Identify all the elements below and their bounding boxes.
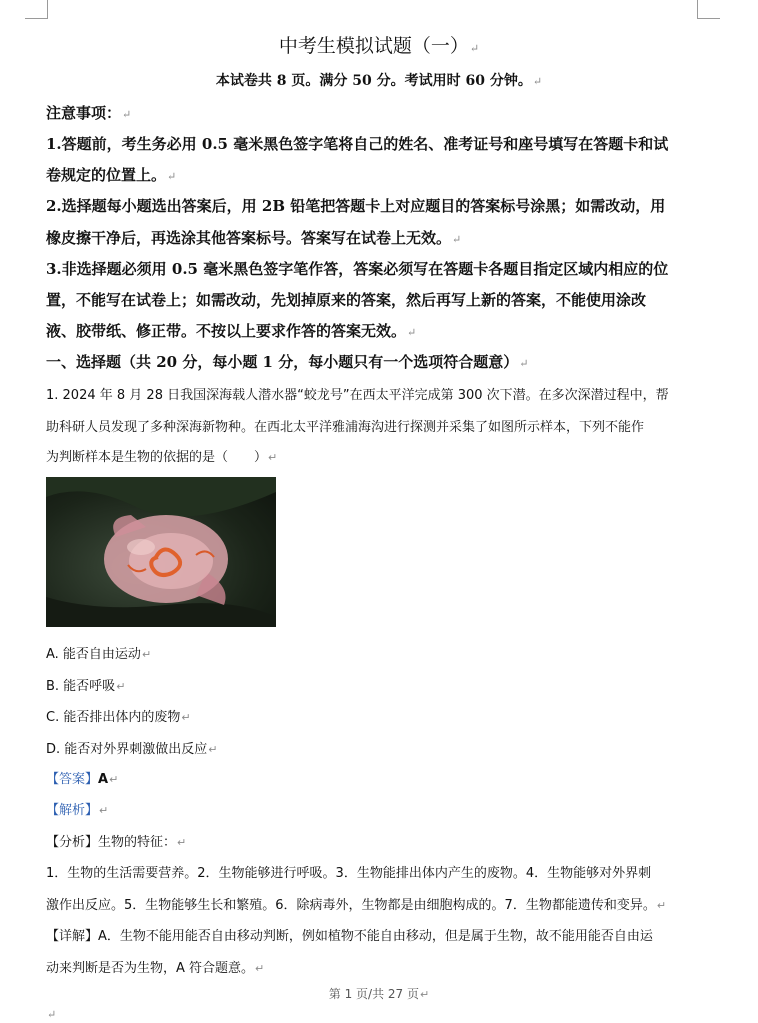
- answer-tag: 【答案】: [46, 772, 99, 787]
- answer-value: A: [98, 772, 109, 787]
- question-text: 1. 2024 年 8 月 28 日我国深海载人潜水器“蛟龙号”在西太平洋完成第 300 次下潜。在多次深潜过程中，帮: [46, 388, 669, 403]
- notice-line: 1.答题前，考生务必用 0.5 毫米黑色签字笔将自己的姓名、准考证号和座号填写在答题卡和试: [46, 135, 669, 153]
- exam-subtitle: 本试卷共 8 页。满分 50 分。考试用时 60 分钟。↵: [215, 73, 543, 89]
- notice-line: 卷规定的位置上。↵: [46, 166, 177, 184]
- deep-sea-specimen-photo: [46, 477, 276, 627]
- answer-line: 【答案】A↵: [46, 772, 119, 787]
- crop-mark-top-left: [25, 0, 48, 19]
- question-text: 为判断样本是生物的依据的是（ ）↵: [46, 450, 278, 465]
- page-title: 中考生模拟试题（一）↵: [278, 35, 480, 57]
- detail-line: 【详解】A．生物不能用能否自由移动判断，例如植物不能自由移动，但是属于生物，故不能用能否自由运: [46, 929, 653, 944]
- analysis-line: 1．生物的生活需要营养。2．生物能够进行呼吸。3．生物能排出体内产生的废物。4．生物能够对外界刺: [46, 866, 652, 881]
- notice-line: 液、胶带纸、修正带。不按以上要求作答的答案无效。↵: [46, 322, 417, 340]
- notice-heading: 注意事项：↵: [46, 104, 132, 122]
- question-text: 助科研人员发现了多种深海新物种。在西北太平洋雅浦海沟进行探测并采集了如图所示样本，下列不能作: [46, 420, 645, 435]
- analysis-tag: 【解析】↵: [46, 803, 109, 818]
- detail-line: 动来判断是否为生物，A 符合题意。↵: [46, 961, 265, 976]
- analysis-heading: 【分析】生物的特征：↵: [46, 835, 187, 850]
- option-b: B. 能否呼吸↵: [46, 679, 126, 694]
- option-d: D. 能否对外界刺激做出反应↵: [46, 742, 218, 757]
- end-paragraph-mark: ↵: [47, 1008, 57, 1021]
- option-a: A. 能否自由运动↵: [46, 647, 152, 662]
- notice-line: 3.非选择题必须用 0.5 毫米黑色签字笔作答，答案必须写在答题卡各题目指定区域内相应的位: [46, 260, 669, 278]
- page-footer: 第 1 页/共 27 页↵: [328, 987, 430, 1001]
- notice-line: 2.选择题每小题选出答案后，用 2B 铅笔把答题卡上对应题目的答案标号涂黑；如需改动，用: [46, 197, 666, 215]
- option-c: C. 能否排出体内的废物↵: [46, 710, 191, 725]
- notice-line: 置，不能写在试卷上；如需改动，先划掉原来的答案，然后再写上新的答案，不能使用涂改: [46, 291, 647, 309]
- notice-line: 橡皮擦干净后，再选涂其他答案标号。答案写在试卷上无效。↵: [46, 229, 462, 247]
- crop-mark-top-right: [697, 0, 720, 19]
- analysis-line: 激作出反应。5．生物能够生长和繁殖。6．除病毒外，生物都是由细胞构成的。7．生物都能遗传和变异。↵: [46, 898, 667, 913]
- section-heading: 一、选择题（共 20 分，每小题 1 分，每小题只有一个选项符合题意）↵: [46, 353, 529, 371]
